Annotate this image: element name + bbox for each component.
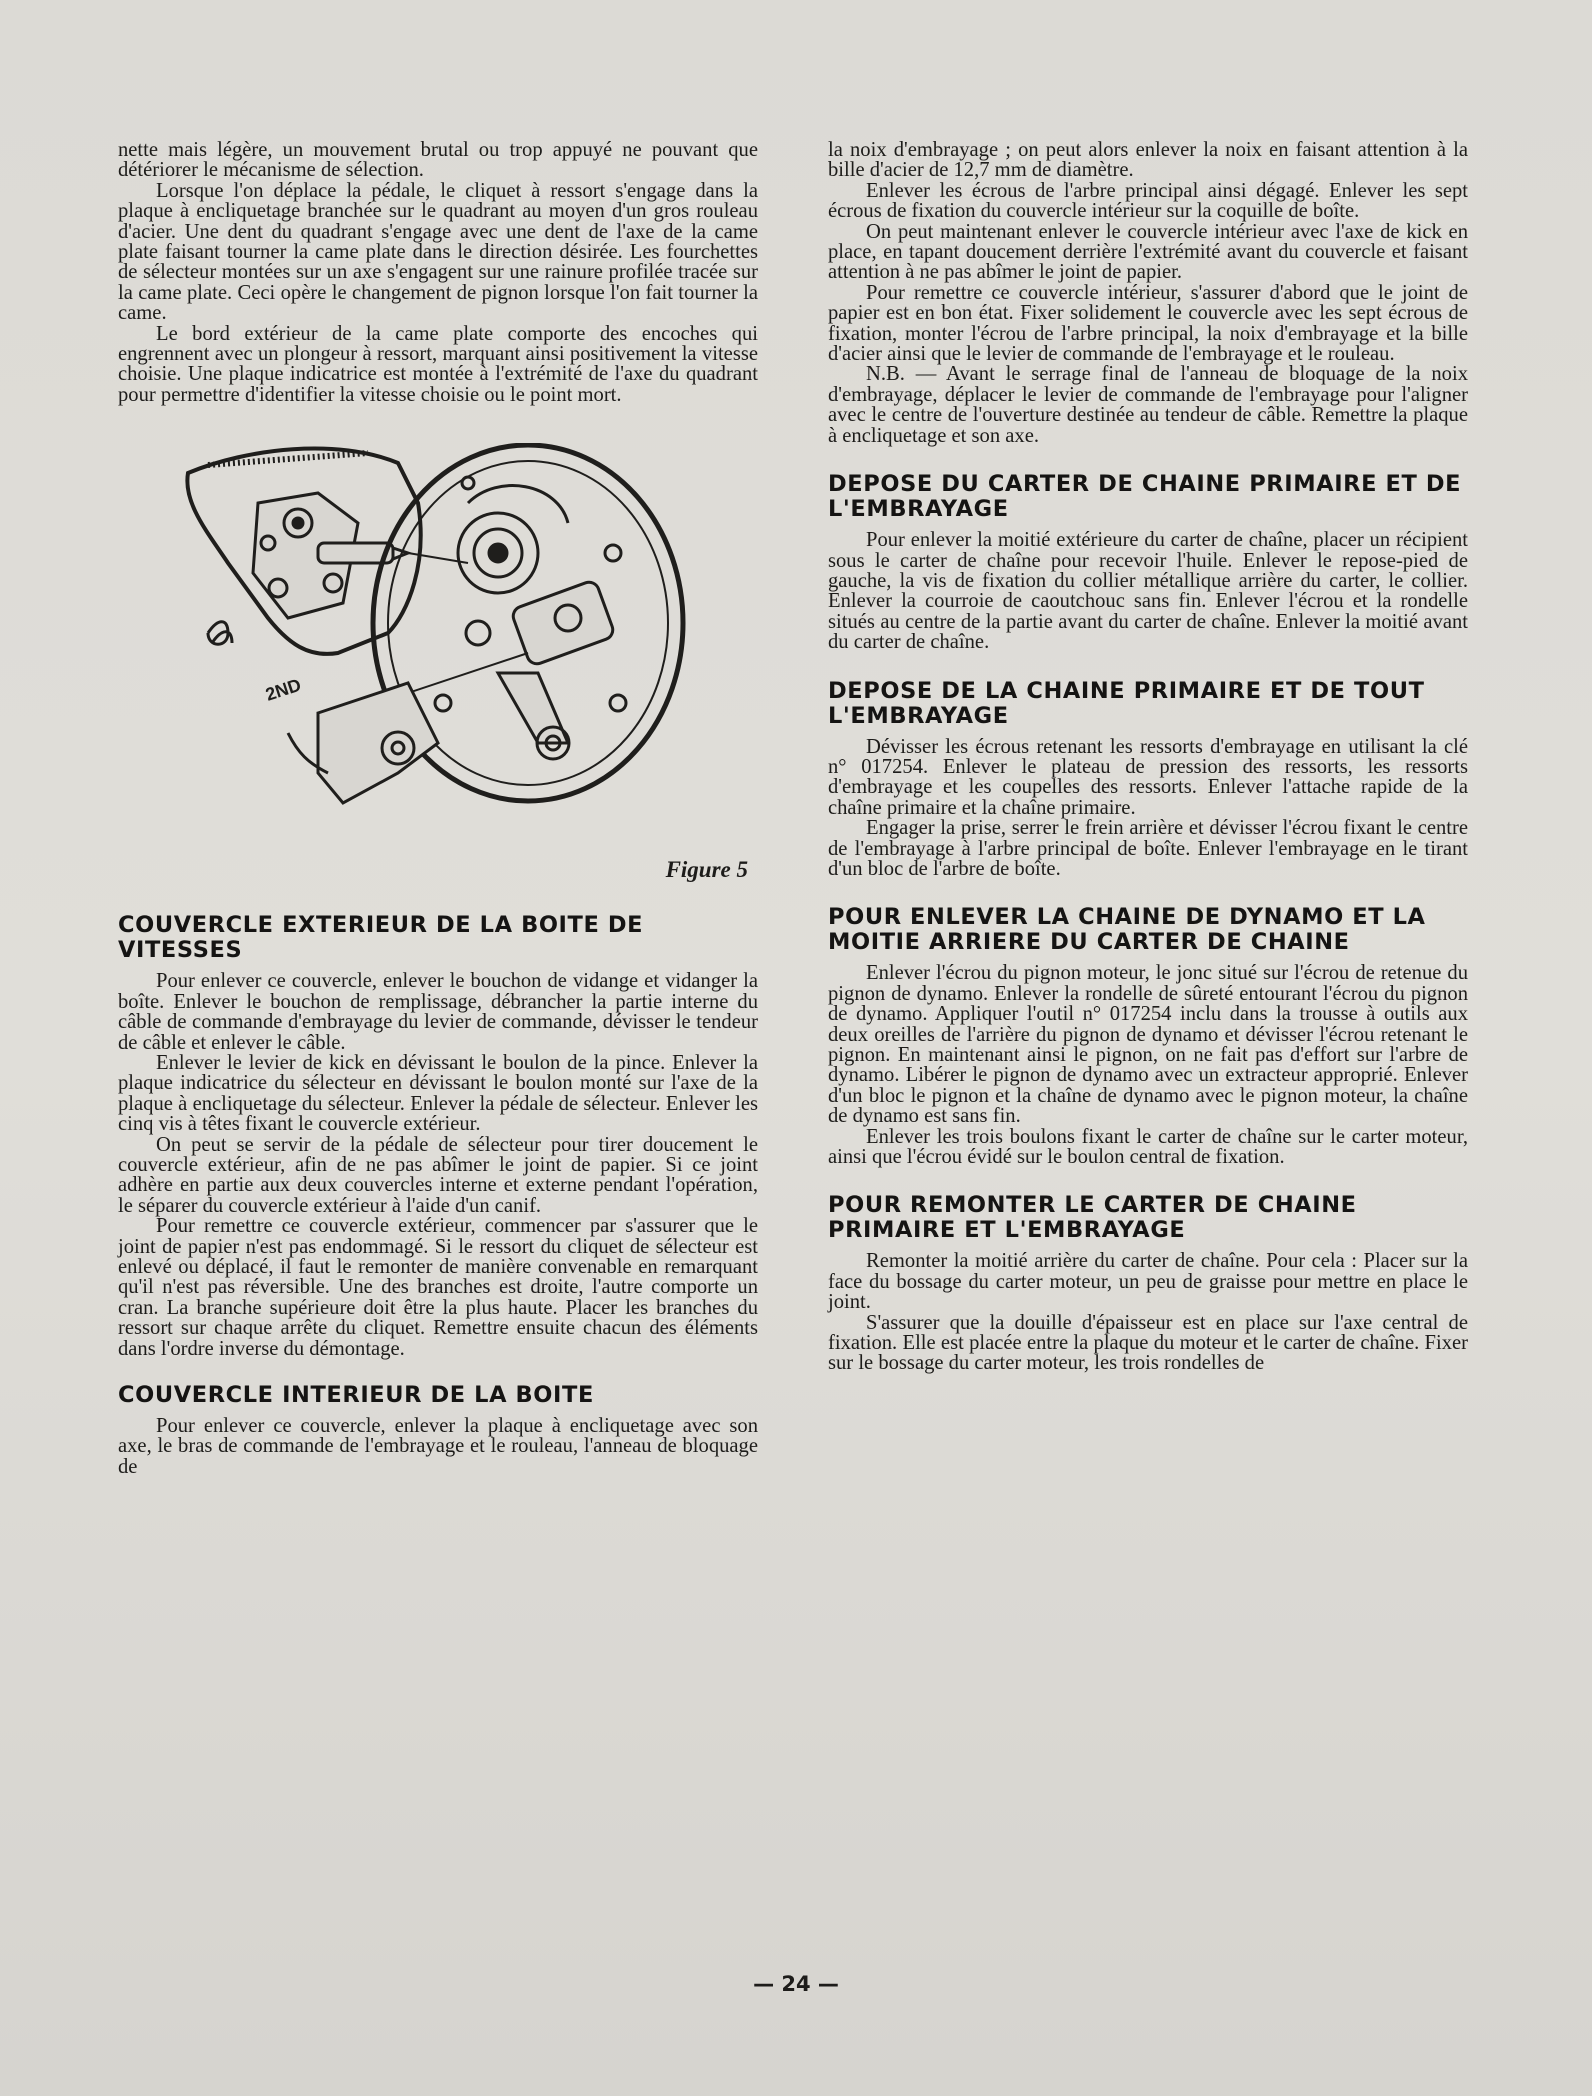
paragraph: Le bord extérieur de la came plate comporte des encoches qui engrennent avec un plongeur à ressort, marquant ainsi positivement la vitesse choisie. Une plaque indicatrice est montée à l'extrémité de l'axe du quadrant pour permettre d'identifier la vitesse choisie ou le point mort.	[118, 322, 758, 406]
section-heading: POUR ENLEVER LA CHAINE DE DYNAMO ET LA MOITIE ARRIERE DU CARTER DE CHAINE	[828, 904, 1426, 956]
paragraph: Pour enlever la moitié extérieure du carter de chaîne, placer un récipient sous le carter de chaîne pour recevoir l'huile. Enlever le repose-pied de gauche, la vis de fixation du collier métallique arrière du carter, le collier. Enlever la courroie de caoutchouc sans fin. Enlever l'écrou et la rondelle situés au centre de la partie avant du carter de chaîne. Enlever la moitié avant du carter de chaîne.	[828, 529, 1468, 654]
paragraph: On peut maintenant enlever le couvercle intérieur avec l'axe de kick en place, en tapant doucement derrière l'extrémité avant du couvercle et faisant attention à ne pas abîmer le joint de papier.	[828, 220, 1468, 284]
paragraph: Lorsque l'on déplace la pédale, le cliquet à ressort s'engage dans la plaque à encliquetage branchée sur le quadrant au moyen d'un gros rouleau d'acier. Une dent du quadrant s'engage avec une dent de l'axe de la came plate faisant tourner la came plate dans le direction désirée. Les fourchettes de sélecteur montées sur un axe s'engagent sur une rainure profilée tracée sur la came plate. Ceci opère le changement de pignon lorsque l'on fait tourner la came.	[118, 179, 758, 325]
paragraph: Pour enlever ce couvercle, enlever la plaque à encliquetage avec son axe, le bras de commande de l'embrayage et le rouleau, l'anneau de bloquage de	[118, 1415, 758, 1478]
section-heading: DEPOSE DE LA CHAINE PRIMAIRE ET DE TOUT L'EMBRAYAGE	[828, 677, 1425, 729]
figure-gearbox-selector	[118, 443, 758, 883]
figure-caption: Figure 5	[665, 857, 748, 883]
section-heading: COUVERCLE EXTERIEUR DE LA BOITE DE VITESSES	[118, 912, 644, 964]
paragraph: la noix d'embrayage ; on peut alors enlever la noix en faisant attention à la bille d'acier de 12,7 mm de diamètre.	[828, 139, 1468, 182]
section-heading: COUVERCLE INTERIEUR DE LA BOITE	[118, 1382, 594, 1408]
paragraph: Pour remettre ce couvercle intérieur, s'assurer d'abord que le joint de papier est en bon état. Fixer solidement le couvercle avec les sept écrous de fixation, monter l'écrou de l'arbre principal, la noix d'embrayage et la bille d'acier ainsi que le levier de commande de l'embrayage et le rouleau.	[828, 281, 1468, 366]
paragraph: Pour enlever ce couvercle, enlever le bouchon de vidange et vidanger la boîte. Enlever le bouchon de remplissage, débrancher la partie interne du câble de commande d'embrayage du levier de commande, dévisser le tendeur de câble et enlever le câble.	[118, 970, 758, 1054]
paragraph: Remonter la moitié arrière du carter de chaîne. Pour cela : Placer sur la face du bossage du carter moteur, un peu de graisse pour mettre en place le joint.	[828, 1250, 1468, 1314]
paragraph: Dévisser les écrous retenant les ressorts d'embrayage en utilisant la clé n° 017254. Enlever le plateau de pression des ressorts, les ressorts d'embrayage et les coupelles des ressorts. Enlever l'attache rapide de la chaîne primaire et la chaîne primaire.	[828, 735, 1468, 819]
figure-label-2nd: 2ND	[263, 674, 304, 706]
paragraph: N.B. — Avant le serrage final de l'anneau de bloquage de la noix d'embrayage, déplacer le levier de commande de l'embrayage pour l'aligner avec le centre de l'ouverture destinée au tendeur de câble. Remettre la plaque à encliquetage et son axe.	[828, 363, 1468, 447]
paragraph: Enlever l'écrou du pignon moteur, le jonc situé sur l'écrou de retenue du pignon de dynamo. Enlever la rondelle de sûreté entourant l'écrou du pignon de dynamo. Appliquer l'outil n° 017254 inclu dans la trousse à outils aux deux oreilles de l'arrière du pignon de dynamo et dévisser l'écrou retenant le pignon. En maintenant ainsi le pignon, on ne fait pas d'effort sur l'arbre de dynamo. Libérer le pignon de dynamo avec un extracteur approprié. Enlever d'un bloc le pignon et la chaîne de dynamo avec le pignon moteur, la chaîne de dynamo est sans fin.	[828, 962, 1468, 1128]
paragraph: Enlever le levier de kick en dévissant le boulon de la pince. Enlever la plaque indicatrice du sélecteur en dévissant le boulon monté sur l'axe de la plaque à encliquetage du sélecteur. Enlever la pédale de sélecteur. Enlever les cinq vis à têtes fixant le couvercle extérieur.	[118, 1051, 758, 1136]
right-column	[828, 140, 1468, 1374]
section-heading: DEPOSE DU CARTER DE CHAINE PRIMAIRE ET DE L'EMBRAYAGE	[828, 471, 1462, 523]
paragraph: Enlever les écrous de l'arbre principal ainsi dégagé. Enlever les sept écrous de fixation du couvercle intérieur sur la coquille de boîte.	[828, 179, 1468, 223]
page-number: — 24 —	[753, 1972, 839, 1996]
paragraph: Enlever les trois boulons fixant le carter de chaîne sur le carter moteur, ainsi que l'écrou évidé sur le boulon central de fixation.	[828, 1125, 1468, 1169]
left-column	[118, 140, 758, 1477]
paragraph: Pour remettre ce couvercle extérieur, commencer par s'assurer que le joint de papier n'est pas endommagé. Si le ressort du cliquet de sélecteur est enlevé ou déplacé, il faut le remonter de manière convenable en remarquant qu'il n'est pas réversible. Une des branches est droite, l'autre comporte un cran. La branche supérieure doit être la plus haute. Placer les branches du ressort sur chaque arrête du cliquet. Remettre ensuite chacun des éléments dans l'ordre inverse du démontage.	[118, 1215, 758, 1360]
paragraph: Engager la prise, serrer le frein arrière et dévisser l'écrou fixant le centre de l'embrayage à l'arbre principal de boîte. Enlever l'embrayage en le tirant d'un bloc de l'arbre de boîte.	[828, 817, 1468, 880]
paragraph: nette mais légère, un mouvement brutal ou trop appuyé ne pouvant que détériorer le mécanisme de sélection.	[118, 139, 758, 182]
gearbox-illustration	[168, 443, 728, 863]
paragraph: On peut se servir de la pédale de sélecteur pour tirer doucement le couvercle extérieur, afin de ne pas abîmer le joint de papier. Si ce joint adhère en partie aux deux couvercles interne et externe pendant l'opération, le séparer du couvercle extérieur à l'aide d'un canif.	[118, 1133, 758, 1217]
paragraph: S'assurer que la douille d'épaisseur est en place sur l'axe central de fixation. Elle est placée entre la plaque du moteur et le carter de chaîne. Fixer sur le bossage du carter moteur, les trois rondelles de	[828, 1311, 1468, 1375]
section-heading: POUR REMONTER LE CARTER DE CHAINE PRIMAIRE ET L'EMBRAYAGE	[828, 1192, 1357, 1244]
